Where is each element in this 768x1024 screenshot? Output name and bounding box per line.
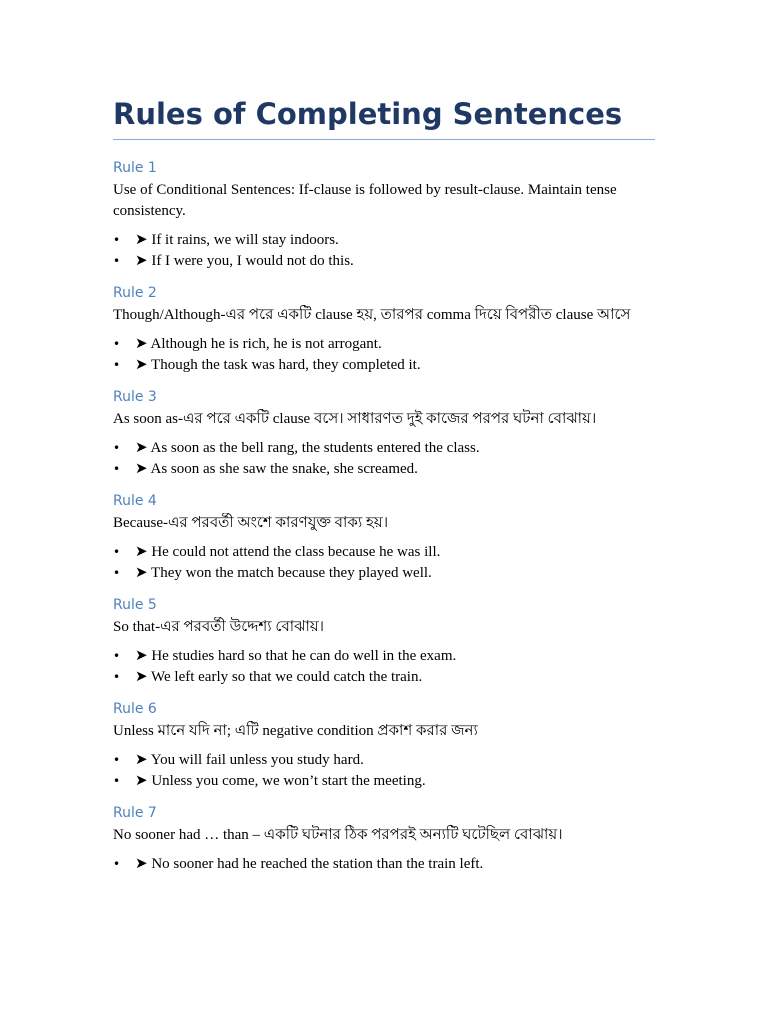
rule-description: No sooner had … than – একটি ঘটনার ঠিক পরপরই অন্যটি ঘটেছিল বোঝায়। <box>113 827 563 843</box>
rule-heading: Rule 2 <box>113 285 157 301</box>
rule-7 <box>113 803 655 875</box>
example-item <box>113 334 655 355</box>
bullet-icon: • <box>113 337 121 351</box>
examples-list <box>113 334 655 376</box>
example-item <box>113 646 655 667</box>
rule-6 <box>113 699 655 792</box>
example-text: ➤ Though the task was hard, they completed it. <box>135 357 421 373</box>
rule-description: Though/Although-এর পরে একটি clause হয়, তারপর comma দিয়ে বিপরীত clause আসে <box>113 307 631 323</box>
bullet-icon: • <box>113 670 121 684</box>
example-text: ➤ They won the match because they played well. <box>135 565 432 581</box>
example-item <box>113 251 655 272</box>
example-item <box>113 854 655 875</box>
example-text: ➤ He could not attend the class because he was ill. <box>135 544 441 560</box>
bullet-icon: • <box>113 857 121 871</box>
bullet-icon: • <box>113 358 121 372</box>
example-text: ➤ As soon as the bell rang, the students entered the class. <box>135 440 480 456</box>
bullet-icon: • <box>113 649 121 663</box>
bullet-icon: • <box>113 233 121 247</box>
bullet-icon: • <box>113 774 121 788</box>
rule-description: Because-এর পরবর্তী অংশে কারণযুক্ত বাক্য হয়। <box>113 515 389 531</box>
rule-heading: Rule 4 <box>113 493 157 509</box>
rule-description: As soon as-এর পরে একটি clause বসে। সাধারণত দুই কাজের পরপর ঘটনা বোঝায়। <box>113 411 597 427</box>
bullet-icon: • <box>113 545 121 559</box>
document-page <box>113 96 655 886</box>
rule-1 <box>113 158 655 272</box>
rule-heading: Rule 7 <box>113 805 157 821</box>
example-item <box>113 459 655 480</box>
rule-description: So that-এর পরবর্তী উদ্দেশ্য বোঝায়। <box>113 619 325 635</box>
rule-heading: Rule 6 <box>113 701 157 717</box>
example-text: ➤ As soon as she saw the snake, she screamed. <box>135 461 418 477</box>
example-text: ➤ If I were you, I would not do this. <box>135 253 354 269</box>
examples-list <box>113 438 655 480</box>
examples-list <box>113 750 655 792</box>
page-title: Rules of Completing Sentences <box>113 96 655 140</box>
example-text: ➤ Unless you come, we won’t start the meeting. <box>135 773 426 789</box>
example-text: ➤ Although he is rich, he is not arrogant. <box>135 336 382 352</box>
examples-list <box>113 230 655 272</box>
examples-list <box>113 854 655 875</box>
rule-3 <box>113 387 655 480</box>
example-item <box>113 771 655 792</box>
example-item <box>113 750 655 771</box>
rule-heading: Rule 3 <box>113 389 157 405</box>
bullet-icon: • <box>113 254 121 268</box>
rule-2 <box>113 283 655 376</box>
example-text: ➤ He studies hard so that he can do well in the exam. <box>135 648 457 664</box>
rule-heading: Rule 1 <box>113 160 157 176</box>
examples-list <box>113 542 655 584</box>
example-item <box>113 667 655 688</box>
example-text: ➤ We left early so that we could catch the train. <box>135 669 423 685</box>
example-text: ➤ No sooner had he reached the station than the train left. <box>135 856 484 872</box>
rule-heading: Rule 5 <box>113 597 157 613</box>
example-item <box>113 230 655 251</box>
rules-list <box>113 158 655 875</box>
examples-list <box>113 646 655 688</box>
bullet-icon: • <box>113 441 121 455</box>
rule-5 <box>113 595 655 688</box>
bullet-icon: • <box>113 462 121 476</box>
example-text: ➤ If it rains, we will stay indoors. <box>135 232 339 248</box>
example-item <box>113 542 655 563</box>
rule-description: Unless মানে যদি না; এটি negative condition প্রকাশ করার জন্য <box>113 723 478 739</box>
bullet-icon: • <box>113 566 121 580</box>
example-item <box>113 355 655 376</box>
rule-description: Use of Conditional Sentences: If-clause is followed by result-clause. Maintain tense consistency. <box>113 182 617 219</box>
bullet-icon: • <box>113 753 121 767</box>
example-item <box>113 563 655 584</box>
rule-4 <box>113 491 655 584</box>
example-item <box>113 438 655 459</box>
example-text: ➤ You will fail unless you study hard. <box>135 752 364 768</box>
